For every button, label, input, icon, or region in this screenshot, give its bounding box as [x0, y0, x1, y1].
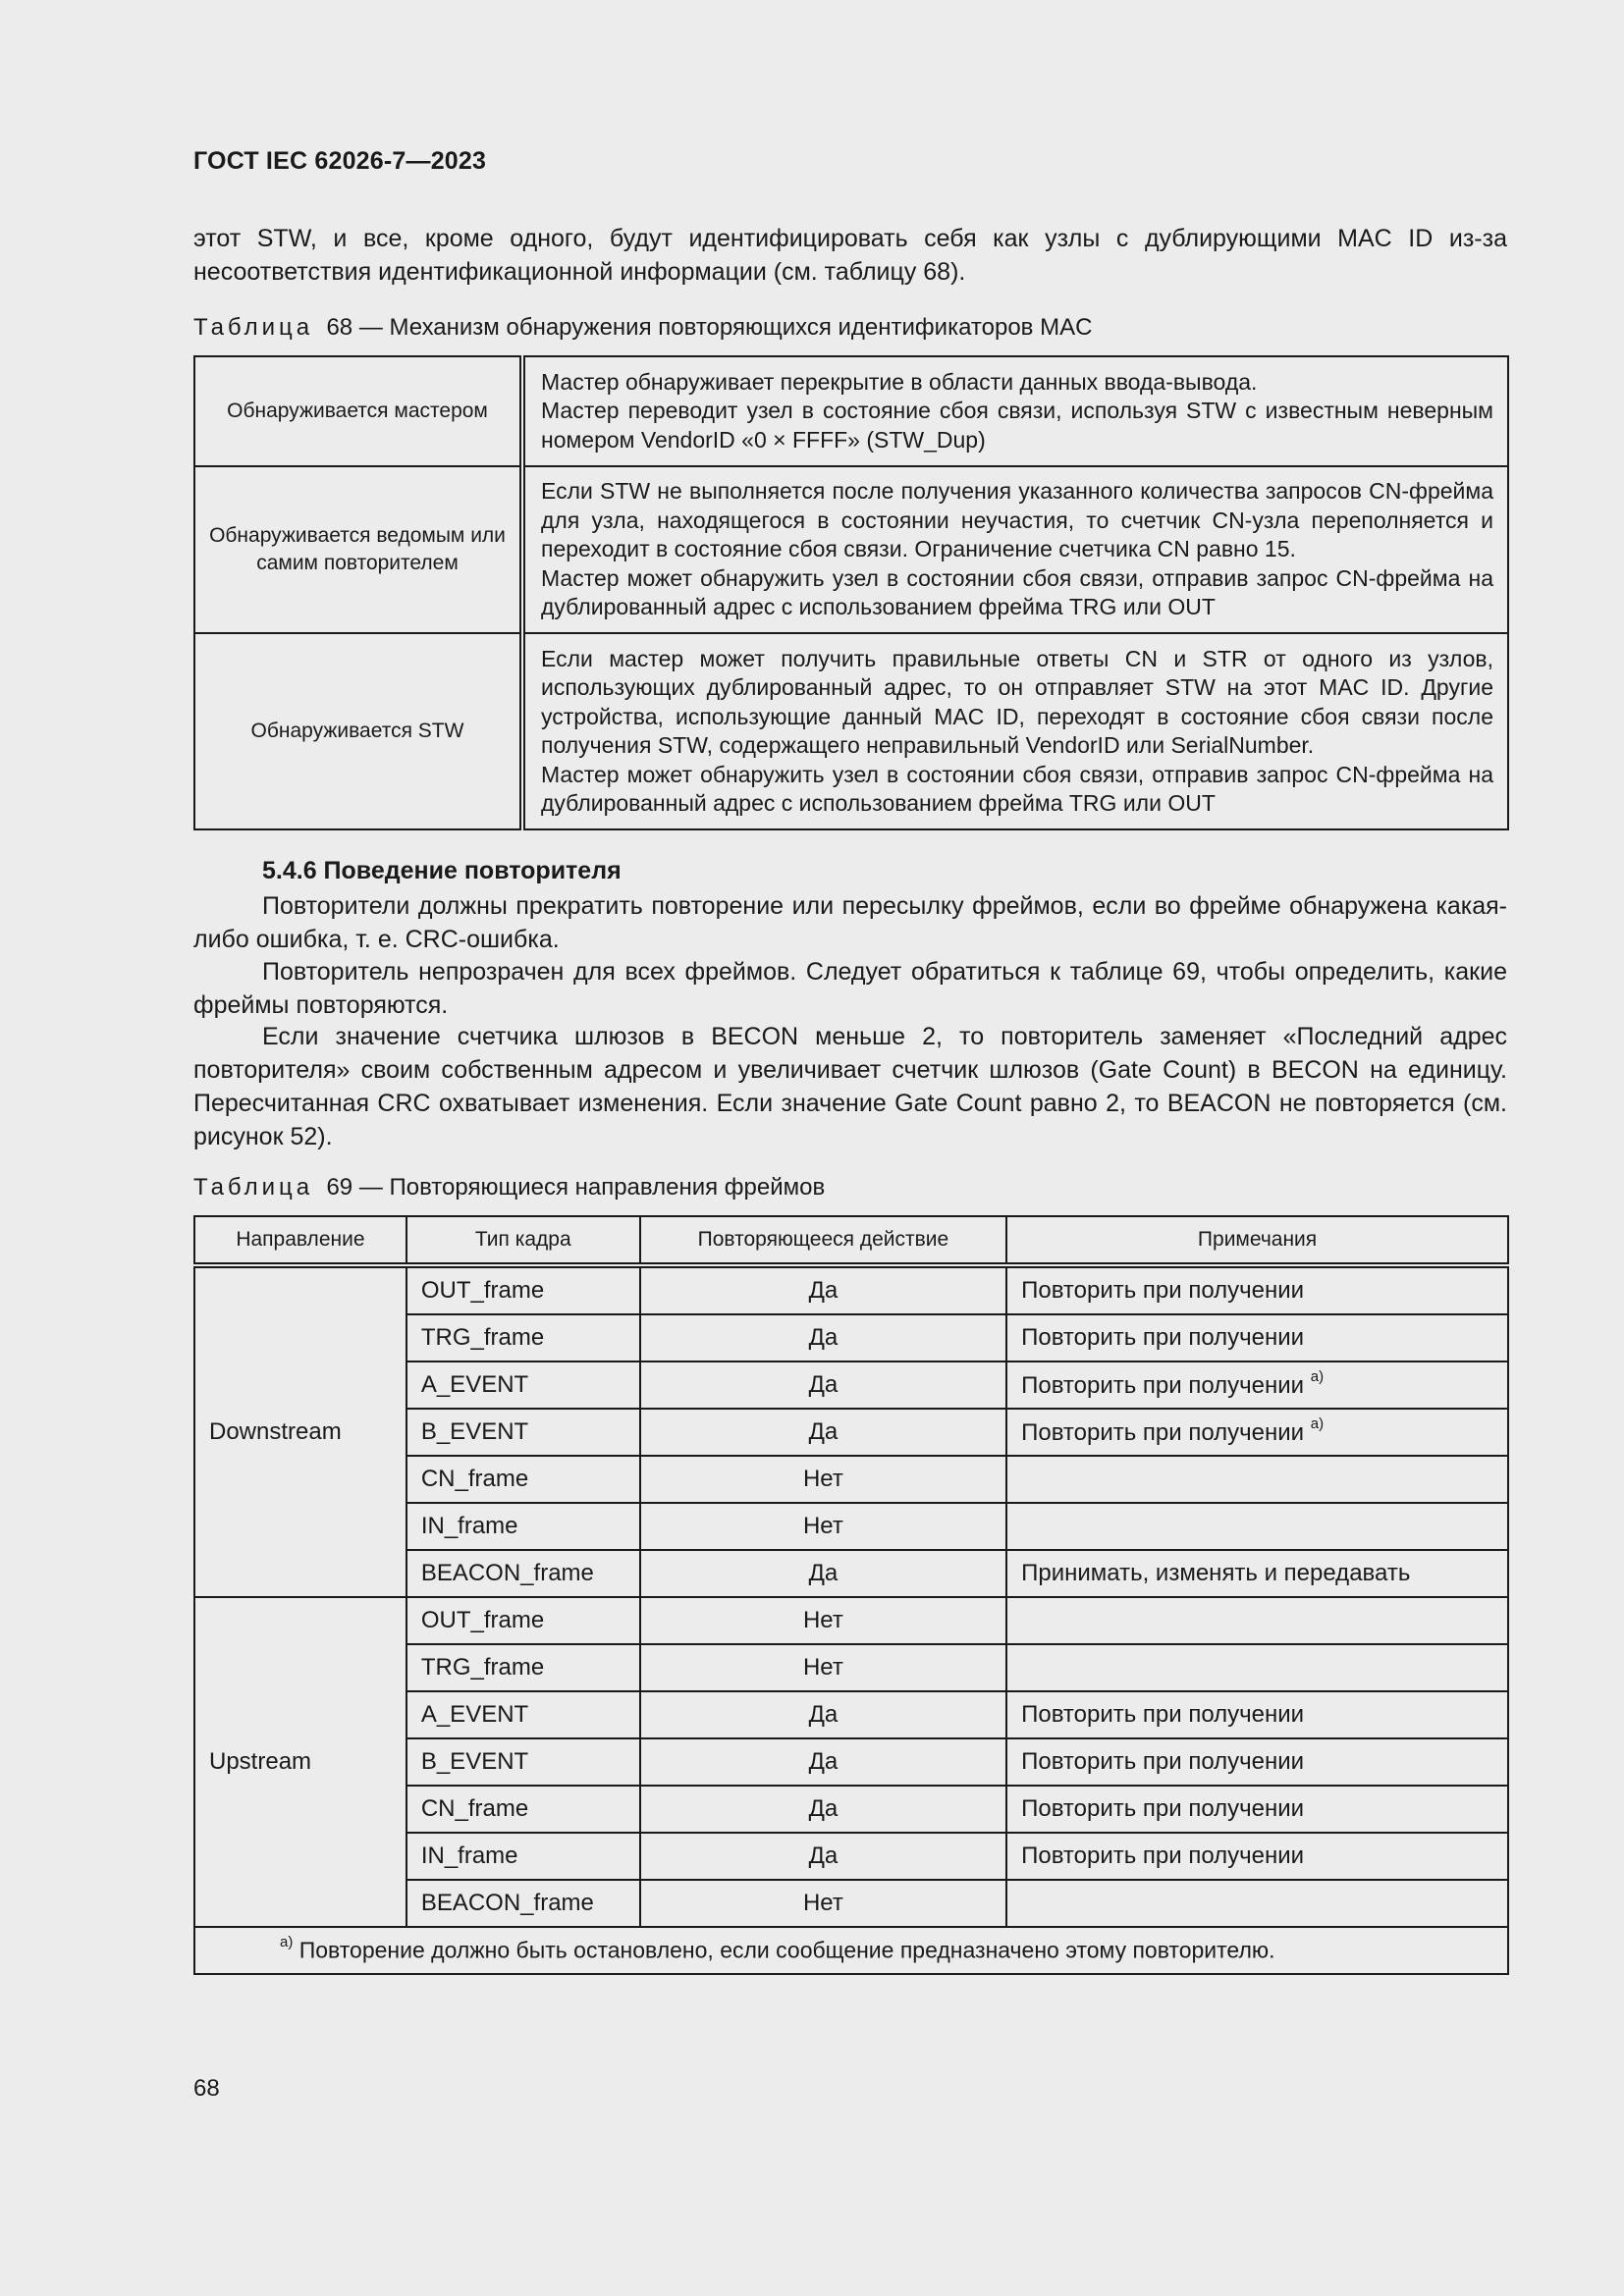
footnote-ref: a) — [1310, 1367, 1325, 1385]
notes-cell — [1006, 1880, 1508, 1927]
column-header-direction: Направление — [194, 1216, 406, 1265]
intro-paragraph: этот STW, и все, кроме одного, будут идентифицировать себя как узлы с дублирующими MAC ID из-за несоответствия идентификационной информации (см. таблицу 68). — [193, 225, 1507, 286]
frame-type-cell: A_EVENT — [406, 1362, 640, 1409]
frame-type-cell: IN_frame — [406, 1833, 640, 1880]
frame-type-cell: OUT_frame — [406, 1265, 640, 1314]
notes-cell — [1006, 1265, 1508, 1314]
page-header: ГОСТ IEC 62026-7—2023 — [193, 147, 487, 175]
notes-text: Повторить при получении — [1021, 1795, 1305, 1822]
repeat-action-cell: Да — [640, 1362, 1006, 1409]
notes-cell — [1006, 1362, 1508, 1409]
repeat-action-cell: Нет — [640, 1644, 1006, 1691]
section-paragraph: Повторитель непрозрачен для всех фреймов. Следует обратиться к таблице 69, чтобы определить, какие фреймы повторяются. — [193, 958, 1507, 1019]
column-header-notes: Примечания — [1006, 1216, 1508, 1265]
footnote-marker: a) — [280, 1934, 294, 1951]
column-header-frame-type: Тип кадра — [406, 1216, 640, 1265]
column-header-action: Повторяющееся действие — [640, 1216, 1006, 1265]
repeat-action-cell: Да — [640, 1409, 1006, 1456]
repeat-action-cell: Нет — [640, 1503, 1006, 1550]
repeat-action-cell: Да — [640, 1786, 1006, 1833]
notes-cell — [1006, 1691, 1508, 1738]
repeat-action-cell: Да — [640, 1550, 1006, 1597]
section-paragraph: Повторители должны прекратить повторение или пересылку фреймов, если во фрейме обнаружена какая-либо ошибка, т. е. CRC-ошибка. — [193, 892, 1507, 953]
frame-type-cell: B_EVENT — [406, 1738, 640, 1786]
repeat-action-cell: Да — [640, 1265, 1006, 1314]
frame-type-cell: BEACON_frame — [406, 1550, 640, 1597]
notes-cell — [1006, 1644, 1508, 1691]
notes-text: Повторить при получении — [1021, 1701, 1305, 1728]
frame-type-cell: CN_frame — [406, 1456, 640, 1503]
table68-row — [194, 633, 1508, 829]
repeat-action-cell: Нет — [640, 1597, 1006, 1644]
table69-row — [194, 1597, 1508, 1644]
table68-description: Мастер обнаруживает перекрытие в области данных ввода-вывода. Мастер переводит узел в состояние сбоя связи, используя STW с известным неверным номером VendorID «0 × FFFF» (STW_Dup) — [522, 356, 1508, 466]
footnote-ref: a) — [1310, 1415, 1325, 1432]
footnote-text: Повторение должно быть остановлено, если сообщение предназначено этому повторителю. — [298, 1937, 1275, 1963]
table68-row — [194, 356, 1508, 466]
direction-cell: Upstream — [194, 1597, 406, 1927]
notes-cell — [1006, 1786, 1508, 1833]
frame-type-cell: B_EVENT — [406, 1409, 640, 1456]
notes-cell — [1006, 1833, 1508, 1880]
table68-caption-text: 68 — Механизм обнаружения повторяющихся идентификаторов MAC — [326, 314, 1093, 341]
table69-footnote — [194, 1927, 1508, 1974]
section-heading: 5.4.6 Поведение повторителя — [262, 857, 622, 884]
repeat-action-cell: Да — [640, 1691, 1006, 1738]
page-number: 68 — [193, 2075, 220, 2102]
notes-cell — [1006, 1503, 1508, 1550]
repeat-action-cell: Да — [640, 1314, 1006, 1362]
frame-type-cell: CN_frame — [406, 1786, 640, 1833]
table68-caption — [193, 314, 1092, 342]
notes-text: Повторить при получении — [1021, 1748, 1305, 1775]
table68-caption-prefix: Таблица — [193, 314, 314, 341]
table69-caption-prefix: Таблица — [193, 1174, 314, 1201]
table68-row — [194, 466, 1508, 633]
notes-text: Повторить при получении — [1021, 1418, 1305, 1446]
frame-type-cell: TRG_frame — [406, 1314, 640, 1362]
repeat-action-cell: Нет — [640, 1456, 1006, 1503]
table68-detection-label: Обнаруживается мастером — [194, 356, 522, 466]
notes-cell — [1006, 1409, 1508, 1456]
repeat-action-cell: Нет — [640, 1880, 1006, 1927]
notes-text: Повторить при получении — [1021, 1371, 1305, 1399]
table68-detection-label: Обнаруживается STW — [194, 633, 522, 829]
frame-type-cell: IN_frame — [406, 1503, 640, 1550]
table69 — [193, 1215, 1509, 1975]
table68-description: Если STW не выполняется после получения указанного количества запросов CN-фрейма для узла, находящегося в состоянии неучастия, то счетчик CN-узла переполняется и переходит в состояние сбоя связи. Ограничение счетчика CN равно 15. Мастер может обнаружить узел в состоянии сбоя связи, отправив запрос CN-фрейма на дублированный адрес с использованием фрейма TRG или OUT — [522, 466, 1508, 633]
table68-description: Если мастер может получить правильные ответы CN и STR от одного из узлов, использующих дублированный адрес, то он отправляет STW на этот MAC ID. Другие устройства, использующие данный MAC ID, переходят в состояние сбоя связи после получения STW, содержащего неправильный VendorID или SerialNumber. Мастер может обнаружить узел в состоянии сбоя связи, отправив запрос CN-фрейма на дублированный адрес с использованием фрейма TRG или OUT — [522, 633, 1508, 829]
notes-cell — [1006, 1314, 1508, 1362]
repeat-action-cell: Да — [640, 1738, 1006, 1786]
notes-cell — [1006, 1738, 1508, 1786]
table68 — [193, 355, 1509, 830]
frame-type-cell: A_EVENT — [406, 1691, 640, 1738]
table69-header-row — [194, 1216, 1508, 1265]
section-paragraph: Если значение счетчика шлюзов в BECON меньше 2, то повторитель заменяет «Последний адрес повторителя» своим собственным адресом и увеличивает счетчик шлюзов (Gate Count) в BECON на единицу. Пересчитанная CRC охватывает изменения. Если значение Gate Count равно 2, то BEACON не повторяется (см. рисунок 52). — [193, 1023, 1507, 1150]
table68-detection-label: Обнаруживается ведомым или самим повторителем — [194, 466, 522, 633]
frame-type-cell: OUT_frame — [406, 1597, 640, 1644]
direction-cell: Downstream — [194, 1265, 406, 1597]
frame-type-cell: BEACON_frame — [406, 1880, 640, 1927]
table69-row — [194, 1265, 1508, 1314]
notes-text: Повторить при получении — [1021, 1277, 1305, 1304]
notes-text: Повторить при получении — [1021, 1324, 1305, 1351]
table69-caption-text: 69 — Повторяющиеся направления фреймов — [326, 1174, 826, 1201]
frame-type-cell: TRG_frame — [406, 1644, 640, 1691]
notes-cell — [1006, 1456, 1508, 1503]
notes-text: Принимать, изменять и передавать — [1021, 1560, 1411, 1586]
table69-footnote-row — [194, 1927, 1508, 1974]
notes-cell — [1006, 1550, 1508, 1597]
notes-text: Повторить при получении — [1021, 1842, 1305, 1869]
notes-cell — [1006, 1597, 1508, 1644]
table69-caption — [193, 1174, 825, 1201]
repeat-action-cell: Да — [640, 1833, 1006, 1880]
